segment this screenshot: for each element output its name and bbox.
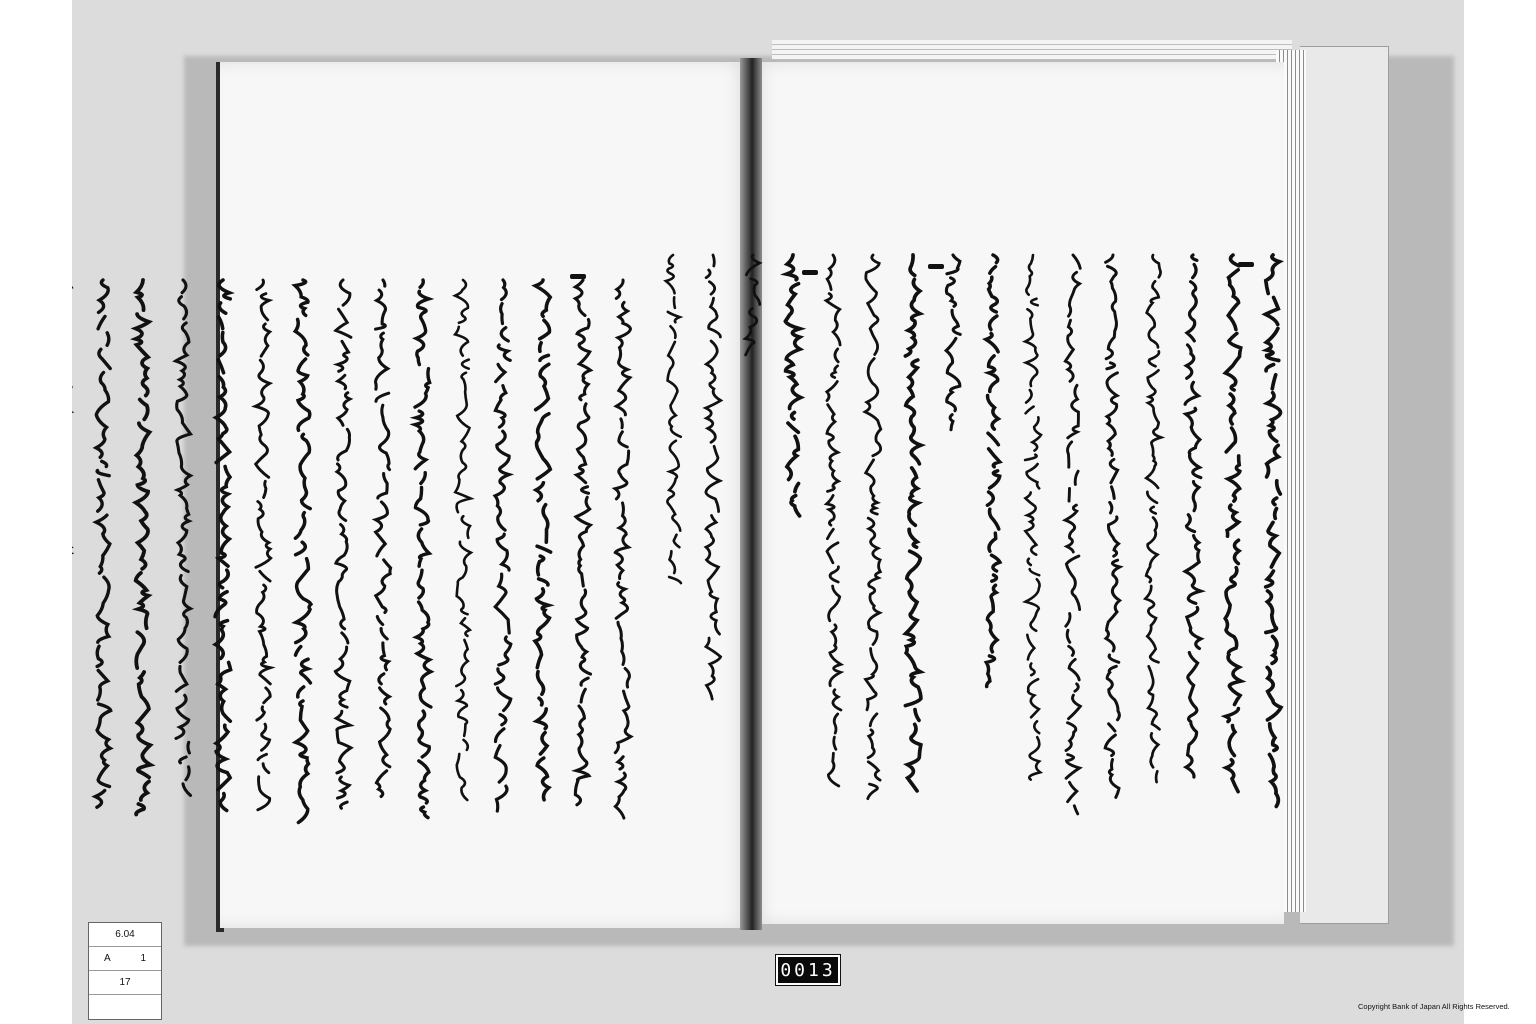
- handwritten-column: [134, 280, 152, 840]
- handwritten-column: [214, 280, 232, 840]
- cert-row-blank: [89, 995, 161, 1018]
- scan-background: [72, 0, 1464, 1024]
- cursive-stroke: [1263, 255, 1283, 810]
- top-page-edges: [772, 40, 1292, 60]
- handwritten-column: [94, 280, 112, 840]
- cert-row-series: [89, 947, 161, 971]
- handwritten-column: [1224, 255, 1242, 835]
- left-page-handwriting: [232, 280, 632, 840]
- handwritten-column: [414, 280, 432, 840]
- handwritten-column: [704, 255, 722, 835]
- cert-series-number: 1: [140, 953, 147, 964]
- handwritten-column: [864, 255, 882, 835]
- cursive-stroke: [533, 280, 553, 800]
- cursive-stroke: [703, 255, 723, 695]
- cursive-stroke: [613, 280, 633, 825]
- handwritten-column: [664, 255, 682, 835]
- handwritten-column: [294, 280, 312, 840]
- handwritten-column: [1184, 255, 1202, 835]
- cursive-stroke: [1183, 255, 1203, 775]
- handwritten-column: [454, 280, 472, 840]
- handwritten-column: [1064, 255, 1082, 835]
- handwritten-column: [534, 280, 552, 840]
- frame-number-label: 0013: [776, 955, 840, 985]
- cursive-stroke: [493, 280, 513, 815]
- cursive-stroke: [1103, 255, 1123, 800]
- section-marker: [570, 274, 586, 279]
- cursive-stroke: [903, 255, 923, 785]
- handwritten-column: [984, 255, 1002, 835]
- handwritten-column: [824, 255, 842, 835]
- handwritten-column: [174, 280, 192, 840]
- copyright-notice: Copyright Bank of Japan All Rights Reserved.: [1358, 1002, 1510, 1011]
- certification-card: [88, 922, 162, 1020]
- cursive-stroke: [72, 280, 73, 790]
- handwritten-column: [904, 255, 922, 835]
- cert-row-code: 6.04: [89, 923, 161, 947]
- handwritten-column: [784, 255, 802, 835]
- right-page-handwriting: [802, 255, 1282, 835]
- cursive-stroke: [863, 255, 883, 800]
- cursive-stroke: [333, 280, 353, 810]
- cursive-stroke: [743, 255, 763, 355]
- cursive-stroke: [783, 255, 803, 515]
- handwritten-column: [1104, 255, 1122, 835]
- cursive-stroke: [1143, 255, 1163, 785]
- cursive-stroke: [213, 280, 233, 815]
- cursive-stroke: [1223, 255, 1243, 795]
- cursive-stroke: [1023, 255, 1043, 780]
- cursive-stroke: [133, 280, 153, 820]
- cursive-stroke: [93, 280, 113, 810]
- handwritten-column: [574, 280, 592, 840]
- handwritten-column: [374, 280, 392, 840]
- cursive-stroke: [293, 280, 313, 825]
- cursive-stroke: [983, 255, 1003, 695]
- handwritten-column: [334, 280, 352, 840]
- cursive-stroke: [453, 280, 473, 805]
- handwritten-column: [944, 255, 962, 835]
- cert-row-volume: 17: [89, 971, 161, 995]
- cursive-stroke: [413, 280, 433, 820]
- cursive-stroke: [823, 255, 843, 790]
- cursive-stroke: [173, 280, 193, 800]
- handwritten-column: [744, 255, 762, 835]
- cursive-stroke: [373, 280, 393, 800]
- handwritten-column: [614, 280, 632, 840]
- cursive-stroke: [253, 280, 273, 805]
- cursive-stroke: [663, 255, 683, 585]
- handwritten-column: [1024, 255, 1042, 835]
- cursive-stroke: [573, 280, 593, 810]
- handwritten-column: [1144, 255, 1162, 835]
- cert-series-letter: A: [103, 953, 111, 964]
- handwritten-column: [254, 280, 272, 840]
- handwritten-column: [494, 280, 512, 840]
- cursive-stroke: [1063, 255, 1083, 815]
- cursive-stroke: [943, 255, 963, 435]
- handwritten-column: [1264, 255, 1282, 835]
- back-cover-board: [1300, 46, 1389, 924]
